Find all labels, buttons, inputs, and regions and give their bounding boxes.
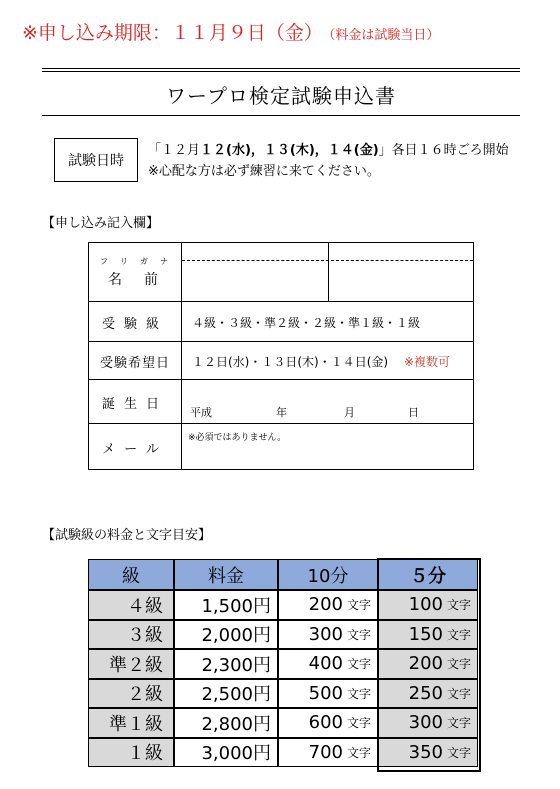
level-pre2-fee-cell (174, 649, 278, 679)
deadline-main: ※申し込み期限：１１月９日（金） (22, 22, 323, 44)
col-header-level: 級 (88, 559, 174, 590)
level-pre1-ten: 600 (308, 712, 343, 734)
col-header-fee: 料金 (174, 559, 278, 590)
level-1-ten: 700 (308, 741, 343, 763)
level-1-fee: 3,000円 (201, 743, 271, 765)
date-row (89, 341, 473, 380)
level-2-ten-cell (278, 679, 378, 709)
mail-row (89, 423, 473, 470)
level-pre2-fee: 2,300円 (201, 654, 271, 676)
level-pre1-five-unit: 文字 (446, 716, 471, 731)
level-4-five: 100 (408, 594, 443, 616)
level-3-fee-cell (174, 620, 278, 650)
level-1-ten-cell (278, 738, 378, 768)
exam-dates-prefix: 「１２月 (148, 143, 201, 158)
mail-label: メール (102, 441, 168, 457)
level-pre1-fee: 2,800円 (201, 713, 271, 735)
level-4-level-cell (88, 590, 174, 620)
level-1-fee-cell (174, 738, 278, 768)
title-rule-top-2 (42, 71, 520, 72)
level-pre1-level-cell (88, 708, 174, 738)
level-pre2-level-cell (88, 649, 174, 679)
deadline-notice (22, 18, 439, 45)
level-pre2-five: 200 (408, 653, 443, 675)
deadline-fee-note: （料金は試験当日） (328, 28, 440, 43)
level-3-ten-cell (278, 620, 378, 650)
level-pre1-ten-cell (278, 708, 378, 738)
title-rule-bottom (42, 115, 520, 116)
birth-field[interactable] (181, 380, 473, 424)
date-label: 受験希望日 (99, 355, 170, 371)
date-field[interactable] (181, 342, 473, 380)
level-2-ten-unit: 文字 (346, 686, 371, 701)
five-minute-column-frame (377, 558, 481, 772)
exam-datetime-label: 試験日時 (54, 138, 138, 182)
name-field[interactable] (181, 243, 473, 301)
level-3-level-cell (88, 620, 174, 650)
grade-row (89, 301, 473, 342)
birth-year: 年 (276, 406, 287, 419)
name-split-divider (328, 243, 329, 301)
grade-options: ４級・３級・準２級・２級・準１級・１級 (192, 316, 421, 330)
level-2-fee: 2,500円 (201, 684, 271, 706)
grade-field[interactable] (181, 302, 473, 342)
level-1-level-cell (88, 738, 174, 768)
grade-label: 受験級 (101, 316, 168, 332)
mail-field[interactable] (181, 424, 473, 470)
level-2-fee-cell (174, 679, 278, 709)
level-pre2-ten: 400 (308, 653, 343, 675)
name-label-cell (89, 243, 181, 301)
level-1-ten-unit: 文字 (346, 745, 371, 760)
exam-dates-bold: １２(水)，１３(木)，１４(金) (200, 143, 379, 158)
level-pre2-level: 準２級 (109, 654, 163, 676)
level-4-ten-cell (278, 590, 378, 620)
exam-practice-note: ※心配な方は必ず練習に来てください。 (148, 164, 380, 179)
document-title: ワープロ検定試験申込書 (166, 84, 396, 108)
level-pre1-fee-cell (174, 708, 278, 738)
level-pre1-ten-unit: 文字 (346, 716, 371, 731)
birth-label: 誕生日 (101, 396, 168, 412)
level-3-ten-unit: 文字 (346, 627, 371, 642)
title-rule-top (42, 68, 520, 69)
level-pre1-five: 300 (408, 712, 443, 734)
mail-note: ※必須ではありません。 (188, 433, 287, 443)
exam-dates (148, 139, 509, 158)
fee-heading: 【試験級の料金と文字目安】 (42, 528, 212, 543)
level-2-ten: 500 (308, 682, 343, 704)
level-3-ten: 300 (308, 623, 343, 645)
furigana-label: フ リ ガ ナ (100, 256, 170, 266)
level-3-five: 150 (408, 623, 443, 645)
level-1-level: １級 (127, 743, 163, 765)
level-pre2-ten-cell (278, 649, 378, 679)
date-options: １２日(水)・１３日(木)・１４日(金) (192, 355, 389, 369)
level-2-five: 250 (408, 682, 443, 704)
birth-era: 平成 (190, 406, 212, 419)
exam-dates-suffix: 」各日１６時ごろ開始 (378, 143, 509, 158)
name-label: 名 前 (108, 271, 162, 288)
level-pre2-five-unit: 文字 (446, 657, 471, 672)
level-4-ten: 200 (308, 594, 343, 616)
level-1-five: 350 (408, 741, 443, 763)
birth-month: 月 (344, 406, 355, 419)
level-4-ten-unit: 文字 (346, 598, 371, 613)
form-heading: 【申し込み記入欄】 (42, 216, 160, 231)
level-2-five-unit: 文字 (446, 686, 471, 701)
level-3-fee: 2,000円 (201, 625, 271, 647)
level-1-five-unit: 文字 (446, 745, 471, 760)
col-header-ten-min: 10分 (278, 559, 378, 590)
level-3-level: ３級 (127, 625, 163, 647)
application-form (88, 242, 474, 470)
level-4-five-unit: 文字 (446, 598, 471, 613)
level-4-level: ４級 (127, 595, 163, 617)
birth-day: 日 (408, 406, 419, 419)
level-2-level-cell (88, 679, 174, 709)
level-2-level: ２級 (127, 684, 163, 706)
level-3-five-unit: 文字 (446, 627, 471, 642)
level-4-fee-cell (174, 590, 278, 620)
date-note: ※複数可 (404, 355, 451, 369)
col-header-five-min: ５分 (378, 559, 478, 590)
birth-row (89, 379, 473, 424)
level-pre1-level: 準１級 (109, 713, 163, 735)
level-4-fee: 1,500円 (201, 595, 271, 617)
level-pre2-ten-unit: 文字 (346, 657, 371, 672)
